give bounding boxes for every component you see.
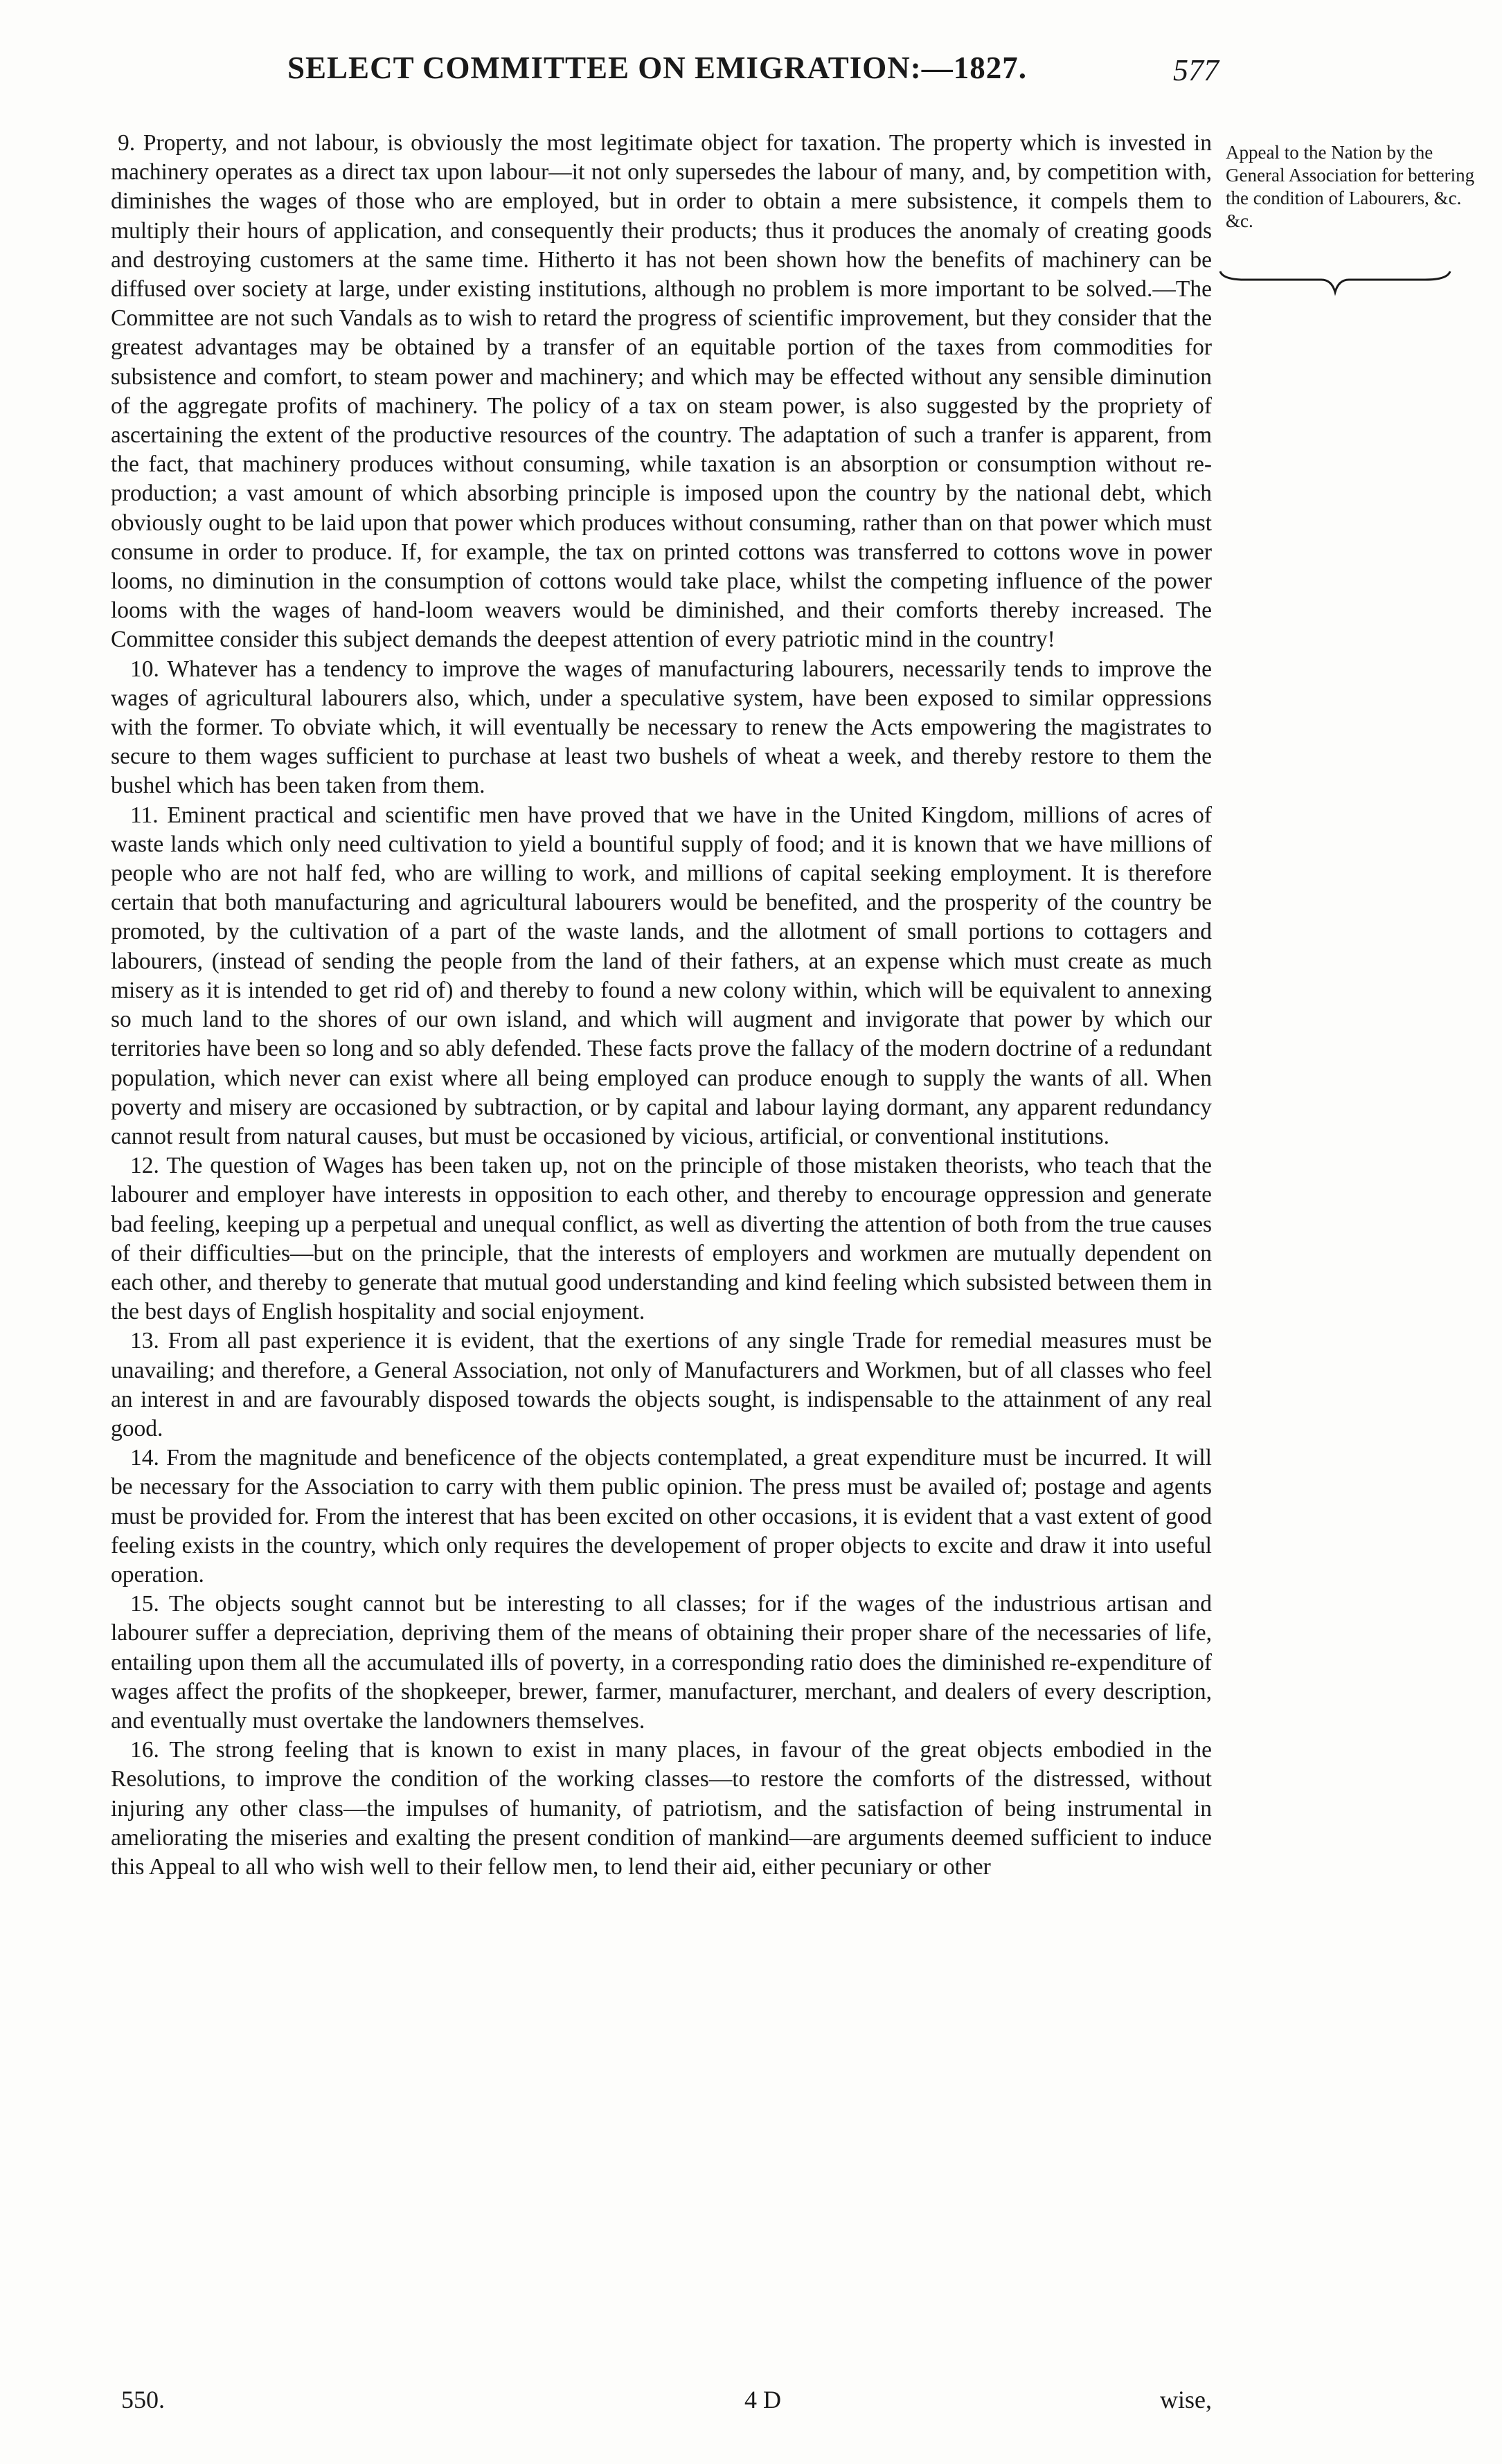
body-text [111, 129, 1212, 1882]
margin-note [1226, 141, 1475, 233]
catchword: wise, [1160, 2386, 1212, 2413]
paragraph-12: 12. The question of Wages has been taken up, not on the principle of those mistaken theorists, who teach that the labourer and employer have interests in opposition to each other, and thereby to encourage oppression and generate bad feeling, keeping up a perpetual and unequal conflict, as well as diverting the attention of both from the true causes of their difficulties—but on the principle, that the interests of employers and workmen are mutually dependent on each other, and thereby to generate that mutual good understanding and kind feeling which subsisted between them in the best days of English hospitality and social enjoyment. [111, 1153, 1212, 1325]
margin-brace [1217, 269, 1453, 296]
footer-number: 550. [121, 2386, 165, 2413]
paragraph-10: 10. Whatever has a tendency to improve the wages of manufacturing labourers, necessarily tends to improve the wages of agricultural labourers also, which, under a speculative system, have been exposed to similar oppressions with the former. To obviate which, it will eventually be necessary to renew the Acts empowering the magistrates to secure to them wages sufficient to purchase at least two bushels of wheat a week, and thereby restore to them the bushel which has been taken from them. [111, 656, 1212, 799]
running-head [118, 50, 1219, 98]
margin-note-text: Appeal to the Nation by the General Association for bettering the condition of Labourers, &c. &c. [1226, 142, 1475, 231]
paragraph-11: 11. Eminent practical and scientific men have proved that we have in the United Kingdom, millions of acres of waste lands which only need cultivation to yield a bountiful supply of food; and it is known that we have millions of people who are not half fed, who are willing to work, and millions of capital seeking employment. It is therefore certain that both manufacturing and agricultural labourers would be benefited, and the prosperity of the country be promoted, by the cultivation of a part of the waste lands, and the allotment of small portions to cottagers and labourers, (instead of sending the people from the land of their fathers, at an expense which must create as much misery as it is intended to get rid of) and thereby to found a new colony within, which will be equivalent to annexing so much land to the shores of our own island, and which will augment and invigorate that power by which our territories have been so long and so ably defended. These facts prove the fallacy of the modern doctrine of a redundant population, which never can exist where all being employed can produce enough to supply the wants of all. When poverty and misery are occasioned by subtraction, or by capital and labour laying dormant, any apparent redundancy cannot result from natural causes, but must be occasioned by vicious, artificial, or conventional institutions. [111, 802, 1212, 1149]
page-footer [121, 2385, 1212, 2420]
page-number: 577 [1173, 53, 1219, 87]
paragraph-9: 9. Property, and not labour, is obviously the most legitimate object for taxation. The property which is invested in machinery operates as a direct tax upon labour—it not only supersedes the labour of many, and, by competition with, diminishes the wages of those who are employed, but in order to obtain a mere subsistence, it compels them to multiply their hours of application, and consequently their products; thus it produces the anomaly of creating goods and destroying customers at the same time. Hitherto it has not been shown how the benefits of machinery can be diffused over society at large, under existing institutions, although no problem is more important to be solved.—The Committee are not such Vandals as to wish to retard the progress of scientific improvement, but they consider that the greatest advantages may be obtained by a transfer of an equitable portion of the taxes from commodities for subsistence and comfort, to steam power and machinery; and which may be effected without any sensible diminution of the aggregate profits of machinery. The policy of a tax on steam power, is also suggested by the propriety of ascertaining the extent of the productive resources of the country. The adaptation of such a tranfer is apparent, from the fact, that machinery produces without consuming, while taxation is an absorption or consumption without re-production; a vast amount of which absorbing principle is imposed upon the country by the national debt, which obviously ought to be laid upon that power which produces without consuming, rather than on that power which must consume in order to produce. If, for example, the tax on printed cottons was transferred to cottons wove in power looms, no diminution in the consumption of cottons would take place, whilst the competing influence of the power looms with the wages of hand-loom weavers would be diminished, and their comforts thereby increased. The Committee consider this subject demands the deepest attention of every patriotic mind in the country! [111, 130, 1212, 653]
paragraph-13: 13. From all past experience it is evident, that the exertions of any single Trade for remedial measures must be unavailing; and therefore, a General Association, not only of Manufacturers and Workmen, but of all classes who feel an interest in and are favourably disposed towards the objects sought, is indispensable to the attainment of any real good. [111, 1328, 1212, 1441]
signature-mark: 4 D [744, 2386, 781, 2413]
paragraph-16: 16. The strong feeling that is known to exist in many places, in favour of the great objects embodied in the Resolutions, to improve the condition of the working classes—to restore the comforts of the distressed, without injuring any other class—the impulses of humanity, of patriotism, and the satisfaction of being instrumental in ameliorating the miseries and exalting the present condition of mankind—are arguments deemed sufficient to induce this Appeal to all who wish well to their fellow men, to lend their aid, either pecuniary or other [111, 1737, 1212, 1880]
paragraph-14: 14. From the magnitude and beneficence of the objects contemplated, a great expenditure must be incurred. It will be necessary for the Association to carry with them public opinion. The press must be availed of; postage and agents must be provided for. From the interest that has been excited on other occasions, it is evident that a vast extent of good feeling exists in the country, which only requires the developement of proper objects to excite and draw it into useful operation. [111, 1445, 1212, 1588]
running-title: SELECT COMMITTEE ON EMIGRATION:—1827. [287, 51, 1027, 85]
paragraph-15: 15. The objects sought cannot but be interesting to all classes; for if the wages of the industrious artisan and labourer suffer a depreciation, depriving them of the means of obtaining their proper share of the necessaries of life, entailing upon them all the accumulated ills of poverty, in a corresponding ratio does the diminished re-expenditure of wages affect the profits of the shopkeeper, brewer, farmer, manufacturer, merchant, and dealers of every description, and eventually must overtake the landowners themselves. [111, 1591, 1212, 1734]
